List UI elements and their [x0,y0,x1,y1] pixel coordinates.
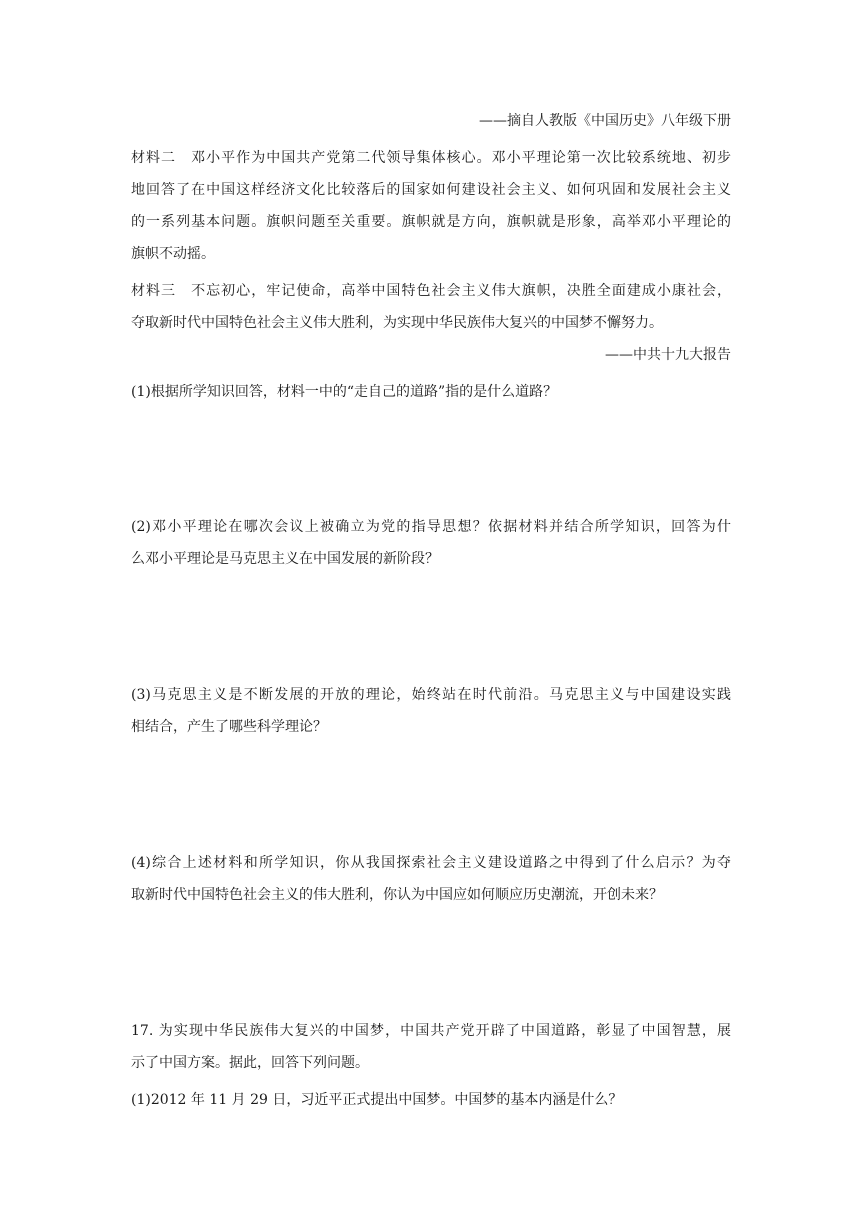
question-17-stem-line-1: 17. 为实现中华民族伟大复兴的中国梦，中国共产党开辟了中国道路，彰显了中国智慧，展 [131,1023,731,1039]
question-17-stem-line-2: 示了中国方案。据此，回答下列问题。 [131,1055,369,1071]
question-16-1: (1)根据所学知识回答，材料一中的“走自己的道路”指的是什么道路？ [131,384,558,400]
material2-line-1: 材料二 邓小平作为中国共产党第二代领导集体核心。邓小平理论第一次比较系统地、初步 [131,150,731,166]
material3-line-1: 材料三 不忘初心，牢记使命，高举中国特色社会主义伟大旗帜，决胜全面建成小康社会， [131,283,731,299]
material2-line-2: 地回答了在中国这样经济文化比较落后的国家如何建设社会主义、如何巩固和发展社会主义 [131,182,731,198]
material3-line-2: 夺取新时代中国特色社会主义伟大胜利，为实现中华民族伟大复兴的中国梦不懈努力。 [131,315,663,331]
material2-line-4: 旗帜不动摇。 [131,246,215,262]
material2-line-3: 的一系列基本问题。旗帜问题至关重要。旗帜就是方向，旗帜就是形象，高举邓小平理论的 [131,214,731,230]
question-16-2-line-1: (2)邓小平理论在哪次会议上被确立为党的指导思想？依据材料并结合所学知识，回答为什 [131,519,731,535]
question-16-4-line-2: 取新时代中国特色社会主义的伟大胜利，你认为中国应如何顺应历史潮流，开创未来？ [131,887,663,903]
material1-source: ——摘自人教版《中国历史》八年级下册 [479,113,731,129]
question-16-3-line-2: 相结合，产生了哪些科学理论？ [131,719,327,735]
material3-source: ——中共十九大报告 [605,347,731,363]
question-16-3-line-1: (3)马克思主义是不断发展的开放的理论，始终站在时代前沿。马克思主义与中国建设实践 [131,687,731,703]
question-17-1: (1)2012 年 11 月 29 日，习近平正式提出中国梦。中国梦的基本内涵是什么？ [131,1092,623,1108]
question-16-4-line-1: (4)综合上述材料和所学知识，你从我国探索社会主义建设道路之中得到了什么启示？为夺 [131,855,731,871]
question-16-2-line-2: 么邓小平理论是马克思主义在中国发展的新阶段？ [131,551,439,567]
